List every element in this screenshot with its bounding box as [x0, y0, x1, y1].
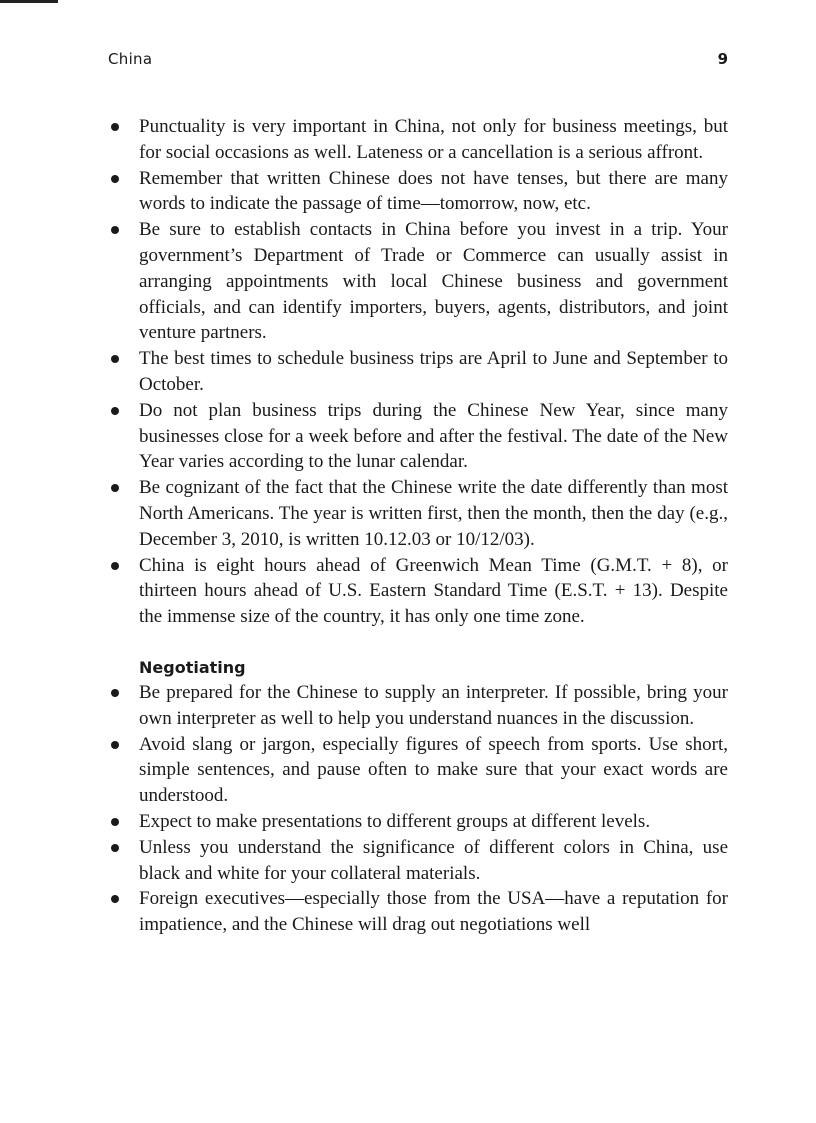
bullet-icon	[111, 407, 119, 415]
bullet-icon	[111, 123, 119, 131]
bullet-icon	[111, 175, 119, 183]
bullet-icon	[111, 741, 119, 749]
list-item	[108, 553, 728, 630]
list-item	[108, 475, 728, 552]
list-item-text: Punctuality is very important in China, not only for business meetings, but for social occasions as well. Lateness or a cancellation is a serious affront.	[139, 116, 728, 163]
list-item	[108, 886, 728, 938]
list-item-text: Remember that written Chinese does not have tenses, but there are many words to indicate the passage of time—tomorrow, now, etc.	[139, 167, 728, 215]
list-item	[108, 217, 728, 346]
list-item-text: Unless you understand the significance of different colors in China, use black and white for your collateral materials.	[139, 836, 728, 884]
list-item-text: Expect to make presentations to different groups at different levels.	[139, 810, 651, 832]
bullet-icon	[111, 562, 119, 570]
crop-mark	[0, 0, 58, 3]
list-item-text: Foreign executives—especially those from the USA—have a reputation for impatience, and the Chinese will drag out negotiations well	[139, 888, 728, 936]
list-item-text: Be sure to establish contacts in China before you invest in a trip. Your government’s Department of Trade or Commerce can usually assist in arranging appointments with local Chinese business and government officials, and can identify importers, buyers, agents, distributors, and joint venture partners.	[139, 219, 728, 344]
page-number: 9	[717, 50, 728, 68]
bullet-icon	[111, 484, 119, 492]
negotiating-heading: Negotiating	[139, 657, 246, 677]
list-item	[108, 680, 728, 732]
page-body	[108, 114, 728, 938]
list-item	[108, 166, 728, 218]
list-item	[108, 398, 728, 475]
list-item-text: Be cognizant of the fact that the Chinese write the date differently than most North Americans. The year is written first, then the month, then the day (e.g., December 3, 2010, is written 10.12.03 or 10/12/03).	[139, 477, 728, 550]
tips-list	[108, 114, 728, 630]
list-item	[108, 732, 728, 809]
bullet-icon	[111, 226, 119, 234]
list-item-text: China is eight hours ahead of Greenwich Mean Time (G.M.T. + 8), or thirteen hours ahead of U.S. Eastern Standard Time (E.S.T. + 13). Despite the immense size of the country, it has only one time zone.	[139, 554, 728, 628]
bullet-icon	[111, 689, 119, 697]
bullet-icon	[111, 844, 119, 852]
list-item-text: Avoid slang or jargon, especially figures of speech from sports. Use short, simple sentences, and pause often to make sure that your exact words are understood.	[139, 733, 728, 807]
bullet-icon	[111, 818, 119, 826]
list-item-text: The best times to schedule business trips are April to June and September to October.	[139, 348, 728, 395]
list-item	[108, 346, 728, 398]
running-header	[108, 50, 728, 72]
list-item-text: Be prepared for the Chinese to supply an interpreter. If possible, bring your own interpreter as well to help you understand nuances in the discussion.	[139, 681, 728, 729]
section-title: China	[108, 50, 153, 68]
list-item-text: Do not plan business trips during the Chinese New Year, since many businesses close for a week before and after the festival. The date of the New Year varies according to the lunar calendar.	[139, 399, 728, 473]
list-item	[108, 114, 728, 166]
negotiating-list	[108, 680, 728, 938]
bullet-icon	[111, 895, 119, 903]
list-item	[108, 809, 728, 835]
list-item	[108, 835, 728, 887]
bullet-icon	[111, 355, 119, 363]
